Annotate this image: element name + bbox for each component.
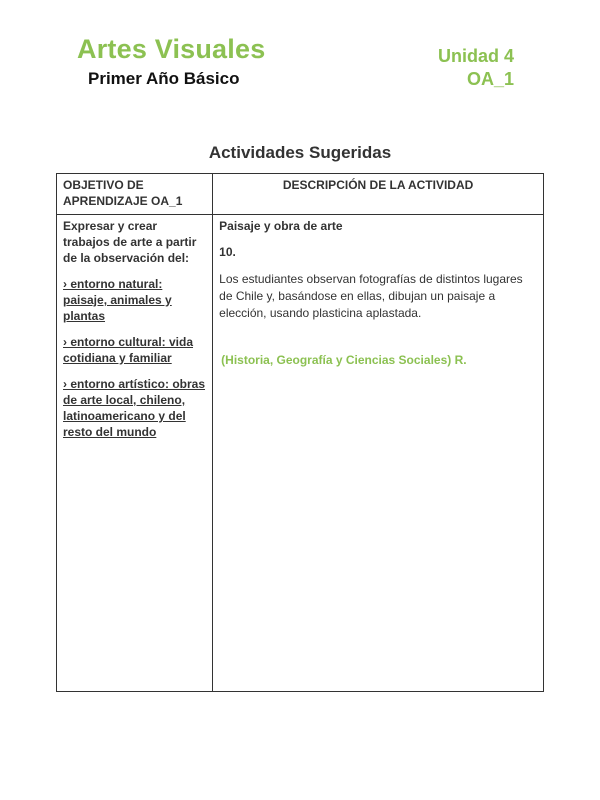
objective-item-natural: › entorno natural: paisaje, animales y plantas: [63, 277, 172, 323]
activity-title: Paisaje y obra de arte: [219, 219, 343, 233]
objective-item-cultural: › entorno cultural: vida cotidiana y familiar: [63, 335, 194, 365]
activity-subject-link: (Historia, Geografía y Ciencias Sociales) R.: [221, 353, 467, 367]
activity-number: 10.: [219, 245, 236, 259]
activity-description: Los estudiantes observan fotografías de distintos lugares de Chile y, basándose en ellas, dibujan un paisaje a elección, usando plasticina aplastada.: [219, 272, 523, 320]
objective-header: OBJETIVO DE APRENDIZAJE OA_1: [57, 174, 213, 215]
oa-label: OA_1: [466, 69, 514, 89]
activity-table: [56, 173, 544, 692]
table-body-row: [57, 215, 544, 692]
document-subtitle: Primer Año Básico: [88, 69, 240, 88]
description-header: DESCRIPCIÓN DE LA ACTIVIDAD: [213, 174, 544, 215]
objective-intro: Expresar y crear trabajos de arte a partir de la observación del:: [63, 219, 197, 265]
section-title: Actividades Sugeridas: [208, 143, 392, 162]
objective-item-artistic: › entorno artístico: obras de arte local, chileno, latinoamericano y del resto del mundo: [63, 377, 206, 439]
objective-cell: [57, 215, 213, 692]
table-header-row: [57, 174, 544, 215]
activity-cell: [213, 215, 544, 692]
document-title: Artes Visuales: [77, 34, 266, 64]
unit-label: Unidad 4: [437, 46, 514, 66]
